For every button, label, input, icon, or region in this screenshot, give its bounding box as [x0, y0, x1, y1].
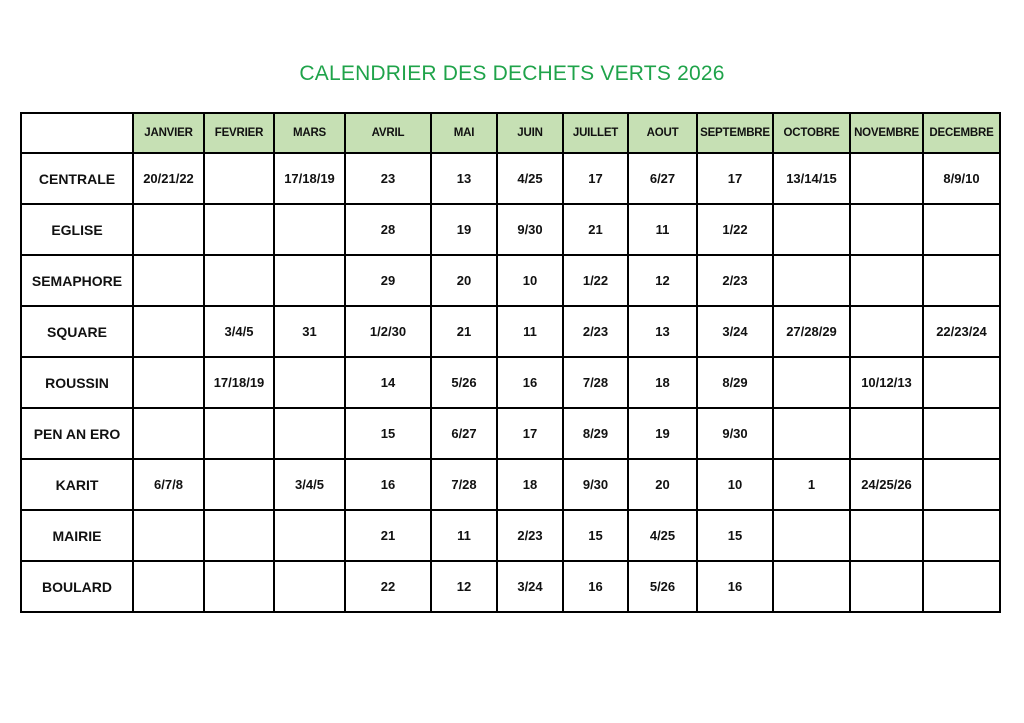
header-row	[21, 113, 1000, 153]
collection-dates-cell: 20	[431, 255, 497, 306]
table-row	[21, 255, 1000, 306]
collection-dates-cell	[133, 510, 204, 561]
collection-dates-cell: 17	[563, 153, 628, 204]
collection-dates-cell	[773, 561, 850, 612]
location-name: MAIRIE	[21, 510, 133, 561]
collection-dates-cell	[773, 255, 850, 306]
collection-dates-cell	[850, 255, 923, 306]
collection-dates-cell	[850, 561, 923, 612]
collection-dates-cell: 13/14/15	[773, 153, 850, 204]
collection-dates-cell	[850, 306, 923, 357]
collection-dates-cell: 6/27	[628, 153, 697, 204]
collection-dates-cell: 2/23	[563, 306, 628, 357]
collection-dates-cell: 18	[628, 357, 697, 408]
collection-dates-cell: 9/30	[697, 408, 773, 459]
collection-dates-cell	[923, 561, 1000, 612]
collection-dates-cell	[923, 510, 1000, 561]
collection-dates-cell	[850, 204, 923, 255]
table-row	[21, 510, 1000, 561]
location-name: CENTRALE	[21, 153, 133, 204]
collection-dates-cell: 14	[345, 357, 431, 408]
location-name: SQUARE	[21, 306, 133, 357]
collection-dates-cell	[923, 204, 1000, 255]
collection-dates-cell	[204, 510, 274, 561]
collection-dates-cell	[274, 561, 345, 612]
collection-dates-cell: 10	[697, 459, 773, 510]
collection-dates-cell	[274, 204, 345, 255]
collection-dates-cell	[773, 510, 850, 561]
collection-dates-cell	[133, 408, 204, 459]
collection-dates-cell	[850, 153, 923, 204]
table-row	[21, 357, 1000, 408]
month-header: NOVEMBRE	[850, 113, 923, 153]
month-header: OCTOBRE	[773, 113, 850, 153]
collection-dates-cell	[204, 459, 274, 510]
collection-dates-cell: 8/29	[563, 408, 628, 459]
collection-dates-cell	[204, 153, 274, 204]
collection-dates-cell: 22	[345, 561, 431, 612]
location-name: KARIT	[21, 459, 133, 510]
collection-dates-cell: 16	[497, 357, 563, 408]
month-header: FEVRIER	[204, 113, 274, 153]
month-header: JUILLET	[563, 113, 628, 153]
table-row	[21, 306, 1000, 357]
collection-dates-cell	[204, 255, 274, 306]
waste-calendar-table	[20, 112, 1001, 613]
collection-dates-cell: 7/28	[563, 357, 628, 408]
collection-dates-cell: 28	[345, 204, 431, 255]
collection-dates-cell	[923, 357, 1000, 408]
month-header: SEPTEMBRE	[697, 113, 773, 153]
collection-dates-cell: 8/9/10	[923, 153, 1000, 204]
table-row	[21, 408, 1000, 459]
collection-dates-cell: 17	[697, 153, 773, 204]
collection-dates-cell: 20	[628, 459, 697, 510]
collection-dates-cell: 16	[697, 561, 773, 612]
collection-dates-cell: 23	[345, 153, 431, 204]
table-row	[21, 204, 1000, 255]
collection-dates-cell: 27/28/29	[773, 306, 850, 357]
collection-dates-cell: 12	[628, 255, 697, 306]
month-header: JANVIER	[133, 113, 204, 153]
collection-dates-cell: 7/28	[431, 459, 497, 510]
collection-dates-cell	[133, 561, 204, 612]
collection-dates-cell: 5/26	[431, 357, 497, 408]
collection-dates-cell: 1	[773, 459, 850, 510]
collection-dates-cell: 3/24	[697, 306, 773, 357]
collection-dates-cell	[133, 255, 204, 306]
table-row	[21, 153, 1000, 204]
collection-dates-cell	[133, 306, 204, 357]
month-header: JUIN	[497, 113, 563, 153]
location-name: BOULARD	[21, 561, 133, 612]
table-row	[21, 459, 1000, 510]
collection-dates-cell	[850, 408, 923, 459]
collection-dates-cell: 15	[563, 510, 628, 561]
collection-dates-cell: 4/25	[497, 153, 563, 204]
month-header: MARS	[274, 113, 345, 153]
collection-dates-cell	[204, 561, 274, 612]
location-name: ROUSSIN	[21, 357, 133, 408]
collection-dates-cell: 15	[345, 408, 431, 459]
location-name: SEMAPHORE	[21, 255, 133, 306]
collection-dates-cell	[773, 357, 850, 408]
collection-dates-cell	[773, 408, 850, 459]
corner-cell	[21, 113, 133, 153]
collection-dates-cell: 6/27	[431, 408, 497, 459]
collection-dates-cell: 1/2/30	[345, 306, 431, 357]
collection-dates-cell: 17/18/19	[204, 357, 274, 408]
location-name: EGLISE	[21, 204, 133, 255]
month-header: DECEMBRE	[923, 113, 1000, 153]
collection-dates-cell: 1/22	[697, 204, 773, 255]
collection-dates-cell: 11	[431, 510, 497, 561]
collection-dates-cell: 21	[431, 306, 497, 357]
collection-dates-cell: 9/30	[563, 459, 628, 510]
calendar-body	[21, 153, 1000, 612]
collection-dates-cell	[204, 408, 274, 459]
collection-dates-cell: 1/22	[563, 255, 628, 306]
collection-dates-cell: 31	[274, 306, 345, 357]
collection-dates-cell	[204, 204, 274, 255]
page-title: CALENDRIER DES DECHETS VERTS 2026	[299, 62, 725, 85]
collection-dates-cell	[274, 255, 345, 306]
collection-dates-cell	[274, 408, 345, 459]
collection-dates-cell: 10	[497, 255, 563, 306]
collection-dates-cell: 13	[431, 153, 497, 204]
collection-dates-cell: 3/4/5	[204, 306, 274, 357]
collection-dates-cell: 11	[497, 306, 563, 357]
collection-dates-cell: 8/29	[697, 357, 773, 408]
collection-dates-cell: 2/23	[697, 255, 773, 306]
collection-dates-cell	[850, 510, 923, 561]
collection-dates-cell: 19	[628, 408, 697, 459]
collection-dates-cell: 17	[497, 408, 563, 459]
collection-dates-cell	[133, 204, 204, 255]
collection-dates-cell	[274, 357, 345, 408]
collection-dates-cell: 13	[628, 306, 697, 357]
month-header: MAI	[431, 113, 497, 153]
collection-dates-cell	[923, 408, 1000, 459]
collection-dates-cell: 6/7/8	[133, 459, 204, 510]
collection-dates-cell: 21	[345, 510, 431, 561]
collection-dates-cell: 24/25/26	[850, 459, 923, 510]
collection-dates-cell: 29	[345, 255, 431, 306]
collection-dates-cell	[133, 357, 204, 408]
collection-dates-cell: 18	[497, 459, 563, 510]
collection-dates-cell: 3/24	[497, 561, 563, 612]
month-header: AOUT	[628, 113, 697, 153]
collection-dates-cell: 9/30	[497, 204, 563, 255]
collection-dates-cell: 15	[697, 510, 773, 561]
location-name: PEN AN ERO	[21, 408, 133, 459]
collection-dates-cell	[773, 204, 850, 255]
collection-dates-cell: 5/26	[628, 561, 697, 612]
collection-dates-cell: 16	[563, 561, 628, 612]
collection-dates-cell	[923, 255, 1000, 306]
collection-dates-cell: 11	[628, 204, 697, 255]
collection-dates-cell: 4/25	[628, 510, 697, 561]
collection-dates-cell: 19	[431, 204, 497, 255]
collection-dates-cell: 10/12/13	[850, 357, 923, 408]
collection-dates-cell: 17/18/19	[274, 153, 345, 204]
collection-dates-cell: 20/21/22	[133, 153, 204, 204]
collection-dates-cell	[274, 510, 345, 561]
collection-dates-cell: 16	[345, 459, 431, 510]
collection-dates-cell: 3/4/5	[274, 459, 345, 510]
table-row	[21, 561, 1000, 612]
collection-dates-cell: 2/23	[497, 510, 563, 561]
collection-dates-cell	[923, 459, 1000, 510]
collection-dates-cell: 21	[563, 204, 628, 255]
month-header: AVRIL	[345, 113, 431, 153]
collection-dates-cell: 12	[431, 561, 497, 612]
collection-dates-cell: 22/23/24	[923, 306, 1000, 357]
